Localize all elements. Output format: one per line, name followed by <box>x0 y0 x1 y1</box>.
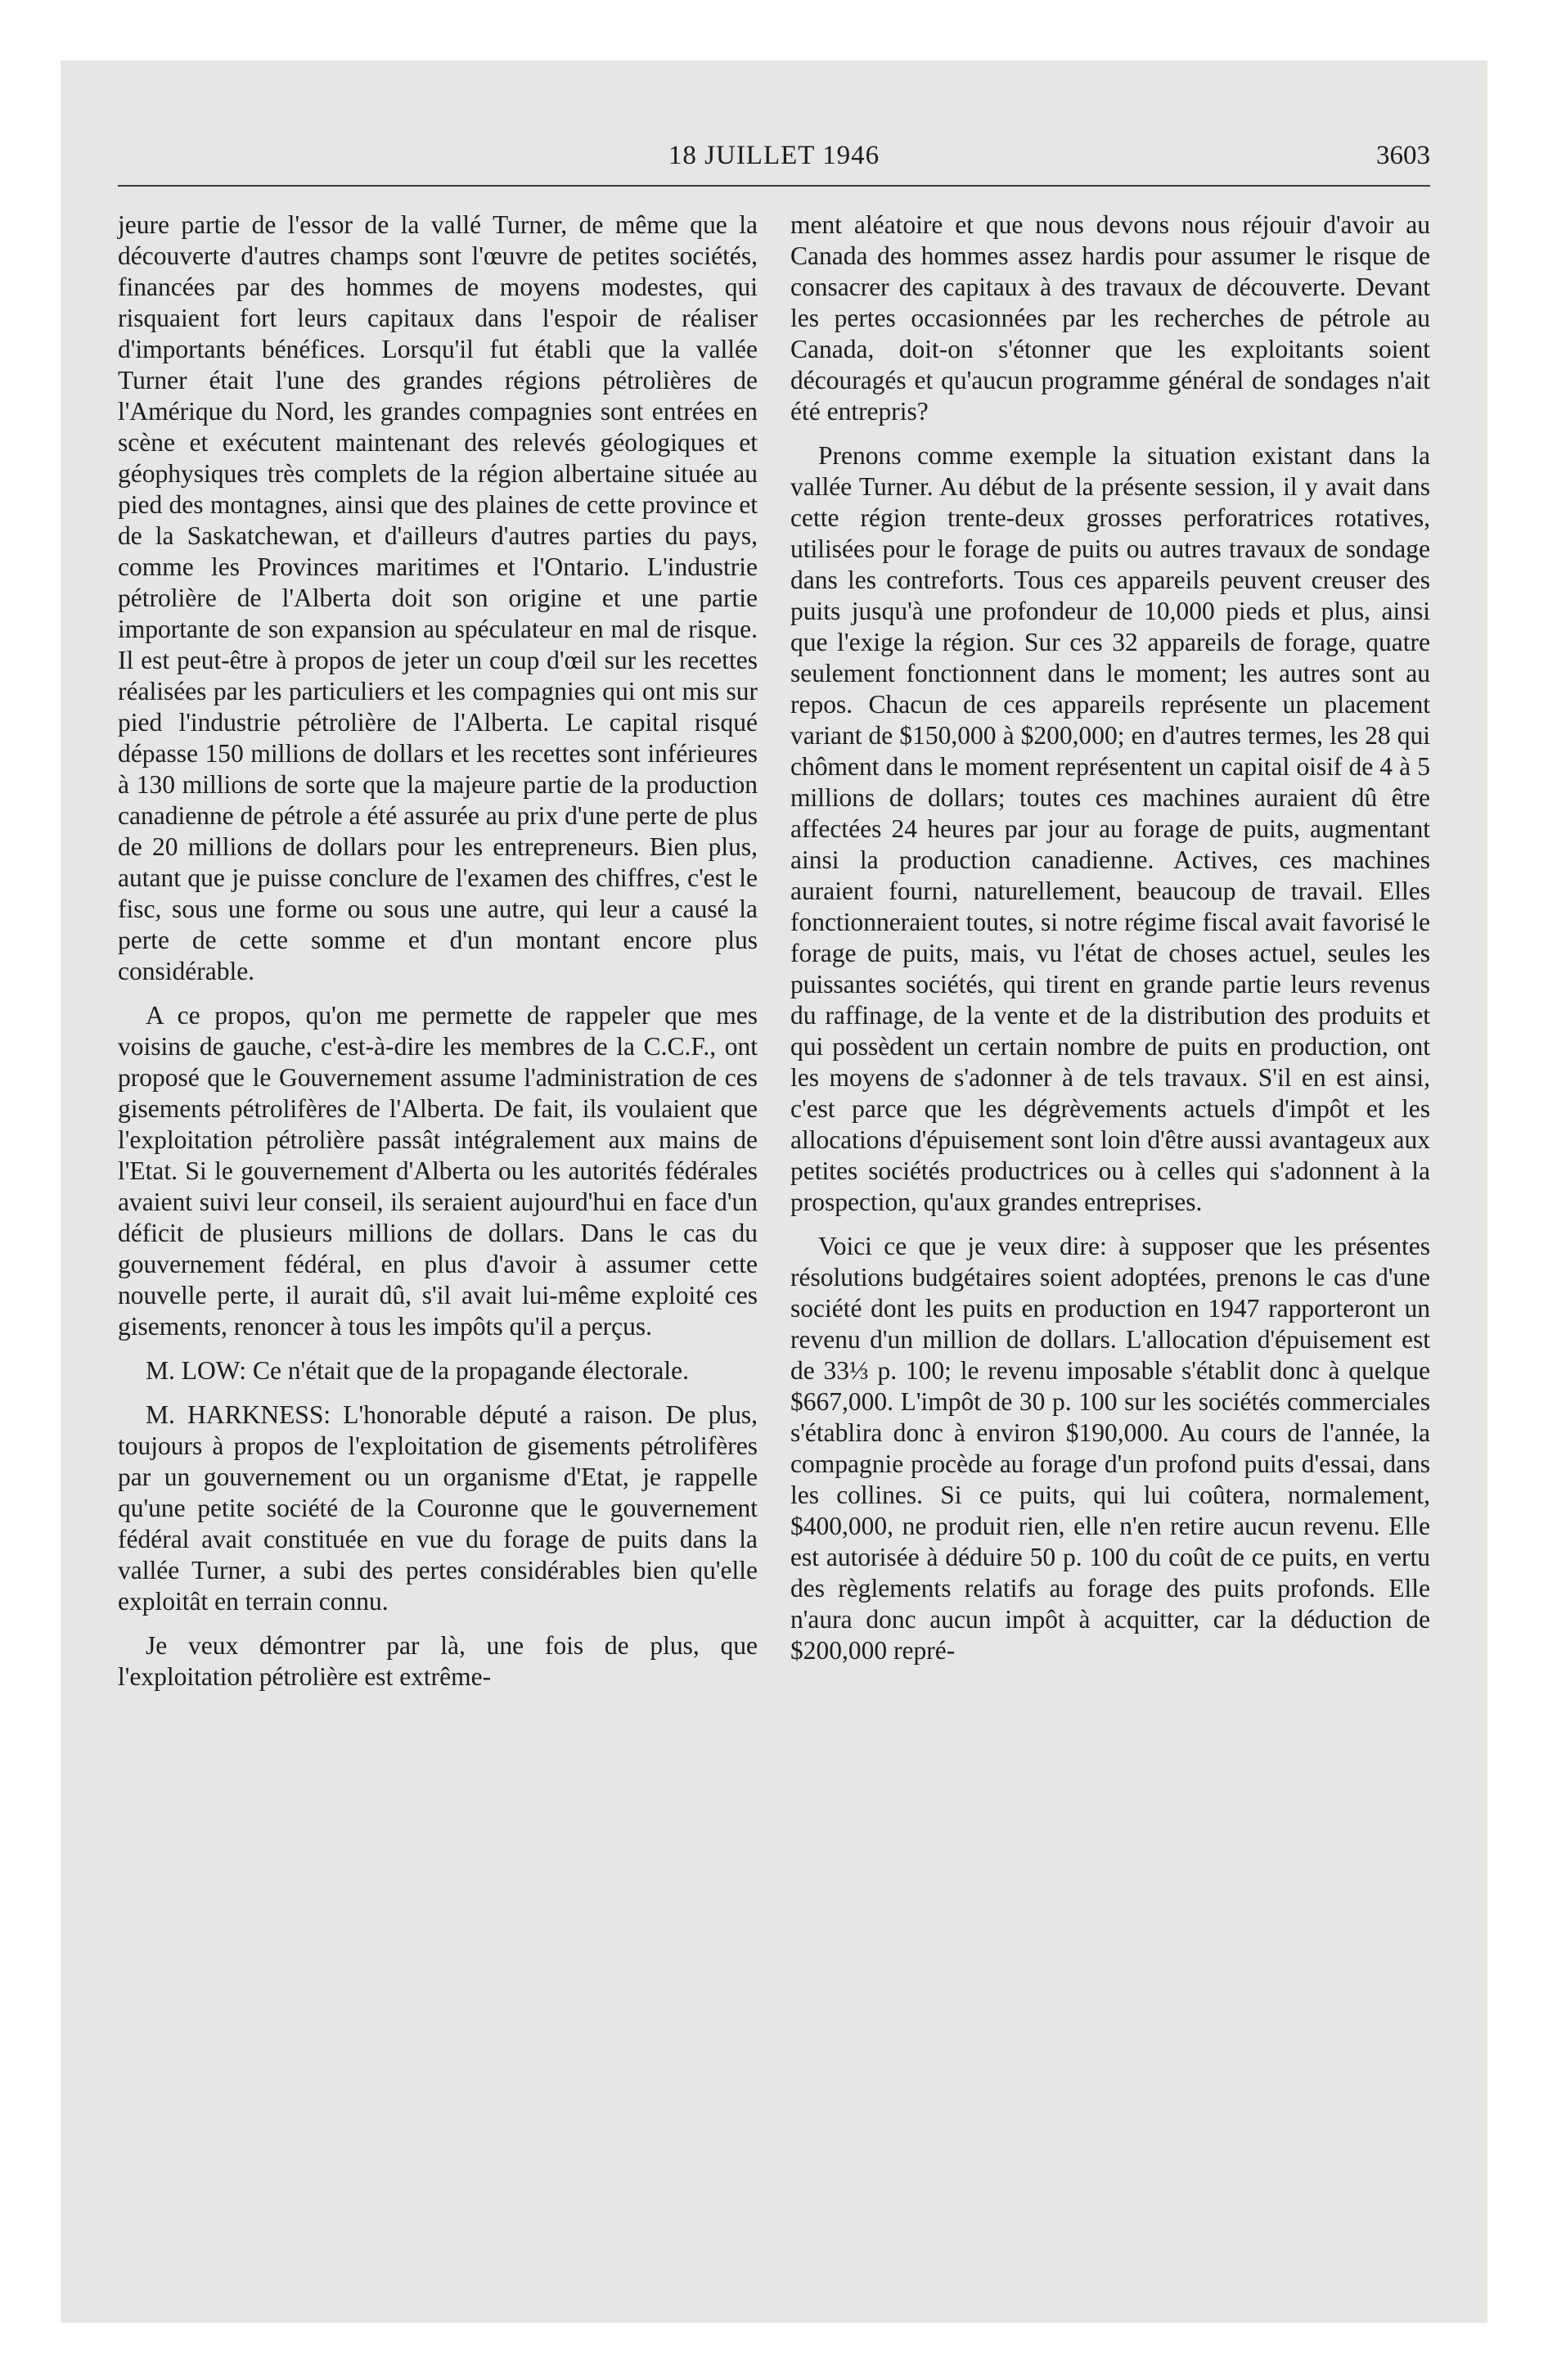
paragraph: Prenons comme exemple la situation existant dans la vallée Turner. Au début de la présente session, il y avait dans cette région trente-deux grosses perforatrices rotatives, utilisées pour le forage de puits ou autres travaux de sondage dans les contreforts. Tous ces appareils peuvent creuser des puits jusqu'à une profondeur de 10,000 pieds et plus, ainsi que l'exige la région. Sur ces 32 appareils de forage, quatre seulement fonctionnent dans le moment; les autres sont au repos. Chacun de ces appareils représente un placement variant de $150,000 à $200,000; en d'autres termes, les 28 qui chôment dans le moment représentent un capital oisif de 4 à 5 millions de dollars; toutes ces machines auraient dû être affectées 24 heures par jour au forage de puits, augmentant ainsi la production canadienne. Actives, ces machines auraient fourni, naturellement, beaucoup de travail. Elles fonctionneraient toutes, si notre régime fiscal avait favorisé le forage de puits, mais, vu l'état de choses actuel, seules les puissantes sociétés, qui tirent en grande partie leurs revenus du raffinage, de la vente et de la distribution des produits et qui possèdent un certain nombre de puits en production, ont les moyens de s'adonner à de tels travaux. S'il en est ainsi, c'est parce que les dégrèvements actuels d'impôt et les allocations d'épuisement sont loin d'être aussi avantageux aux petites sociétés productrices ou à celles qui s'adonnent à la prospection, qu'aux grandes entreprises. <box>790 441 1430 1216</box>
paragraph: ment aléatoire et que nous devons nous réjouir d'avoir au Canada des hommes assez hardis pour assumer le risque de consacrer des capitaux à des travaux de découverte. Devant les pertes occasionnées par les recherches de pétrole au Canada, doit-on s'étonner que les exploitants soient découragés et qu'aucun programme général de sondages n'ait été entrepris? <box>790 210 1430 426</box>
left-column <box>118 210 758 1706</box>
paragraph: Je veux démontrer par là, une fois de plus, que l'exploitation pétrolière est extrême- <box>118 1631 758 1691</box>
right-column <box>790 210 1430 1679</box>
paragraph: M. LOW: Ce n'était que de la propagande électorale. <box>146 1356 689 1385</box>
header-rule <box>118 185 1430 187</box>
page-sheet <box>61 61 1487 2323</box>
page-header <box>118 141 1430 182</box>
paragraph: M. HARKNESS: L'honorable député a raison. De plus, toujours à propos de l'exploitation de gisements pétrolifères par un gouvernement ou un organisme d'Etat, je rappelle qu'une petite société de la Couronne que le gouvernement fédéral avait constituée en vue du forage de puits dans la vallée Turner, a subi des pertes considérables bien qu'elle exploitât en terrain connu. <box>118 1400 758 1616</box>
paragraph: jeure partie de l'essor de la vallé Turner, de même que la découverte d'autres champs sont l'œuvre de petites sociétés, financées par des hommes de moyens modestes, qui risquaient fort leurs capitaux dans l'espoir de réaliser d'importants bénéfices. Lorsqu'il fut établi que la vallée Turner était l'une des grandes régions pétrolières de l'Amérique du Nord, les grandes compagnies sont entrées en scène et exécutent maintenant des relevés géologiques et géophysiques très complets de la région albertaine située au pied des montagnes, ainsi que des plaines de cette province et de la Saskatchewan, et d'ailleurs d'autres parties du pays, comme les Provinces maritimes et l'Ontario. L'industrie pétrolière de l'Alberta doit son origine et une partie importante de son expansion au spéculateur en mal de risque. Il est peut-être à propos de jeter un coup d'œil sur les recettes réalisées par les particuliers et les compagnies qui ont mis sur pied l'industrie pétrolière de l'Alberta. Le capital risqué dépasse 150 millions de dollars et les recettes sont inférieures à 130 millions de sorte que la majeure partie de la production canadienne de pétrole a été assurée au prix d'une perte de plus de 20 millions de dollars pour les entrepreneurs. Bien plus, autant que je puisse conclure de l'examen des chiffres, c'est le fisc, sous une forme ou sous une autre, qui leur a causé la perte de cette somme et d'un montant encore plus considérable. <box>118 210 758 985</box>
header-date: 18 JUILLET 1946 <box>668 141 880 170</box>
page-number: 3603 <box>1376 141 1430 170</box>
paragraph: Voici ce que je veux dire: à supposer que les présentes résolutions budgétaires soient adoptées, prenons le cas d'une société dont les puits en production en 1947 rapporteront un revenu d'un million de dollars. L'allocation d'épuisement est de 33⅓ p. 100; le revenu imposable s'établit donc à quelque $667,000. L'impôt de 30 p. 100 sur les sociétés commerciales s'établira donc à environ $190,000. Au cours de l'année, la compagnie procède au forage d'un profond puits d'essai, dans les collines. Si ce puits, qui lui coûtera, normalement, $400,000, ne produit rien, elle n'en retire aucun revenu. Elle est autorisée à déduire 50 p. 100 du coût de ce puits, en vertu des règlements relatifs au forage des puits profonds. Elle n'aura donc aucun impôt à acquitter, car la déduction de $200,000 repré- <box>790 1232 1430 1665</box>
paragraph: A ce propos, qu'on me permette de rappeler que mes voisins de gauche, c'est-à-dire les membres de la C.C.F., ont proposé que le Gouvernement assume l'administration de ces gisements pétrolifères de l'Alberta. De fait, ils voulaient que l'exploitation pétrolière passât intégralement aux mains de l'Etat. Si le gouvernement d'Alberta ou les autorités fédérales avaient suivi leur conseil, ils seraient aujourd'hui en face d'un déficit de plusieurs millions de dollars. Dans le cas du gouvernement fédéral, en plus d'avoir à assumer cette nouvelle perte, il aurait dû, s'il avait lui-même exploité ces gisements, renoncer à tous les impôts qu'il a perçus. <box>118 1001 758 1341</box>
